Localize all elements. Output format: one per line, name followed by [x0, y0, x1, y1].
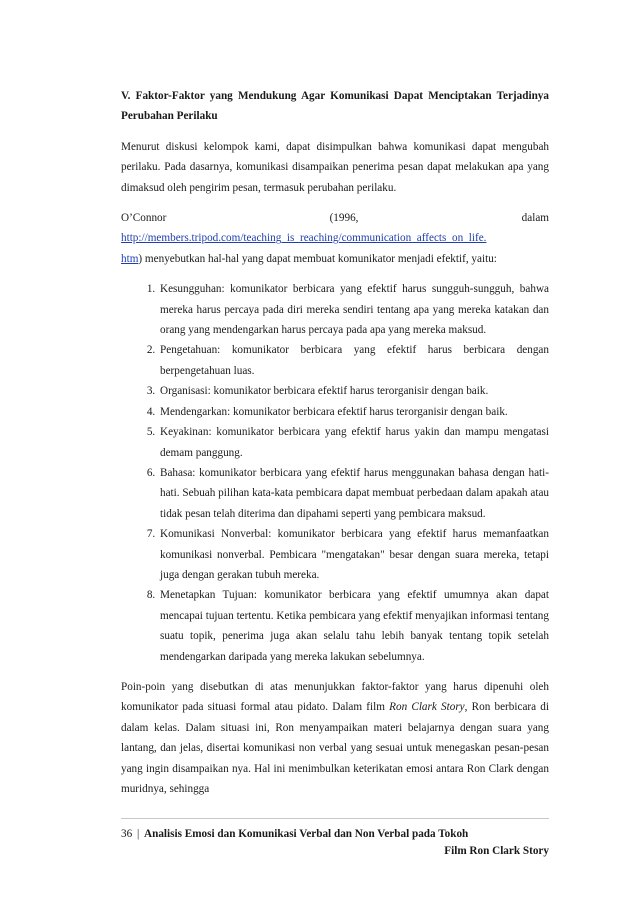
list-item: 5. Keyakinan: komunikator berbicara yang efektif harus yakin dan mampu mengatasi demam panggung. [158, 422, 549, 463]
intro-paragraph: Menurut diskusi kelompok kami, dapat disimpulkan bahwa komunikasi dapat mengubah perilaku. Pada dasarnya, komunikasi disampaikan penerima pesan dapat melakukan apa yang dimaksud oleh pengirim pesan, termasuk perubahan perilaku. [121, 140, 549, 194]
citation-author: O’Connor [121, 212, 167, 225]
list-item: 7. Komunikasi Nonverbal: komunikator berbicara yang efektif harus memanfaatkan komunikasi nonverbal. Pembicara "mengatakan" besar dengan suara mereka, tetapi juga dengan gerakan tubuh mereka. [158, 524, 549, 585]
closing-paragraph [121, 677, 549, 799]
closing-part-2: , Ron berbicara di dalam kelas. Dalam situasi ini, Ron menyampaikan materi belajarnya dengan suara yang lantang, dan jelas, disertai komunikasi non verbal yang sesuai untuk menegaskan pesan-pesan yang ingin disampaikan nya. Hal ini menimbulkan keterikatan emosi antara Ron Clark dengan muridnya, sehingga [121, 701, 550, 795]
citation-dalam: dalam [521, 212, 549, 225]
page-content [121, 86, 549, 809]
effective-communicator-list [121, 279, 549, 667]
list-item: 2. Pengetahuan: komunikator berbicara yang efektif harus berbicara dengan berpengetahuan luas. [158, 340, 549, 381]
citation-year: (1996, [329, 212, 359, 225]
footer-title-line-1: Analisis Emosi dan Komunikasi Verbal dan Non Verbal pada Tokoh [144, 828, 469, 840]
page-footer [121, 818, 549, 860]
list-item: 4. Mendengarkan: komunikator berbicara efektif harus terorganisir dengan baik. [158, 402, 549, 422]
footer-title-line-2: Film Ron Clark Story [444, 845, 549, 857]
page-number: 36 [121, 828, 133, 840]
list-item: 1. Kesungguhan: komunikator berbicara yang efektif harus sungguh-sungguh, bahwa mereka harus percaya pada diri mereka sendiri tentang apa yang mereka katakan dan orang yang mendengarkan harus percaya pada apa yang mereka maksud. [158, 279, 549, 340]
citation-link[interactable]: http://members.tripod.com/teaching_is_reaching/communication_affects_on_life. [121, 232, 487, 245]
citation-paragraph [121, 208, 549, 269]
film-title: Ron Clark Story [389, 701, 465, 714]
citation-first-line [121, 208, 549, 228]
list-item: 8. Menetapkan Tujuan: komunikator berbicara yang efektif umumnya akan dapat mencapai tujuan tertentu. Ketika pembicara yang efektif menyajikan informasi tentang suatu topik, penerima juga akan selalu tahu lebih banyak tentang topik setelah mendengarkan daripada yang mereka lakukan sebelumnya. [158, 585, 549, 667]
citation-rest: ) menyebutkan hal-hal yang dapat membuat komunikator menjadi efektif, yaitu: [138, 252, 497, 265]
closing-part-1: Poin-poin yang disebutkan di atas menunjukkan faktor-faktor yang harus dipenuhi oleh komunikator pada situasi formal atau pidato. Dalam film [121, 680, 549, 714]
footer-separator: | [136, 828, 140, 840]
list-item: 6. Bahasa: komunikator berbicara yang efektif harus menggunakan bahasa dengan hati-hati. Sebuah pilihan kata-kata pembicara dapat membuat perbedaan dalam apakah atau tidak pesan telah diterima dan dipahami seperti yang pembicara maksud. [158, 463, 549, 524]
citation-link-continued[interactable]: htm [121, 252, 139, 265]
citation-link-line [121, 228, 549, 248]
list-item: 3. Organisasi: komunikator berbicara efektif harus terorganisir dengan baik. [158, 381, 549, 401]
section-heading: V. Faktor-Faktor yang Mendukung Agar Komunikasi Dapat Menciptakan Terjadinya Perubahan Perilaku [121, 90, 549, 123]
citation-rest-block [121, 249, 549, 269]
